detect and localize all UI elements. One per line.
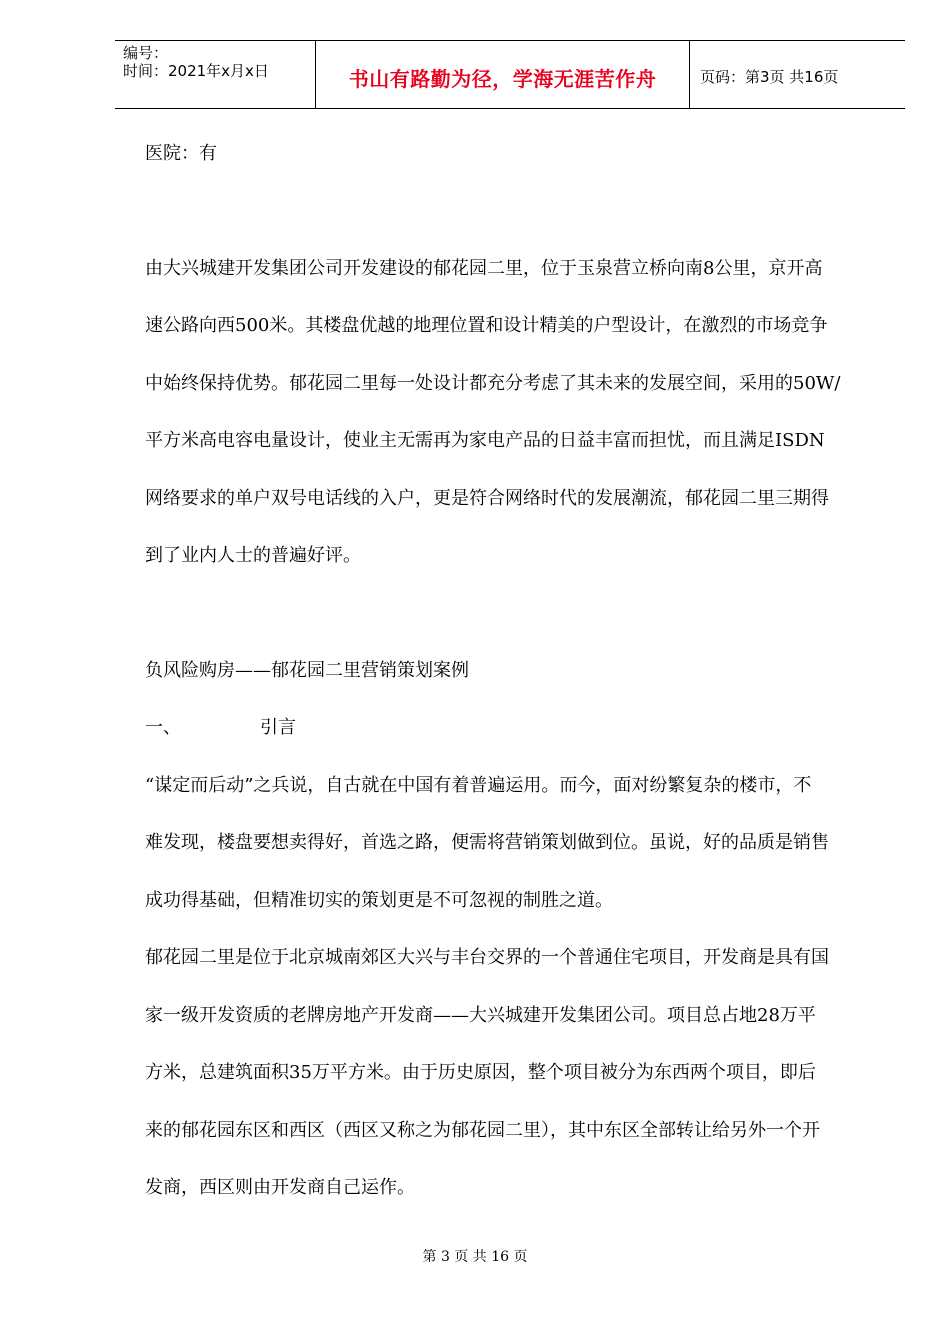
header-motto: 书山有路勤为径，学海无涯苦作舟 bbox=[348, 67, 657, 91]
page-header bbox=[115, 40, 905, 109]
para1-line-3: 中始终保持优势。郁花园二里每一处设计都充分考虑了其未来的发展空间，采用的50W/ bbox=[145, 373, 841, 394]
para1-line-4: 平方米高电容电量设计，使业主无需再为家电产品的日益丰富而担忧，而且满足ISDN bbox=[145, 430, 825, 451]
para2-line-1: “谋定而后动”之兵说，自古就在中国有着普遍运用。而今，面对纷繁复杂的楼市，不 bbox=[145, 775, 812, 796]
header-page-cell bbox=[690, 41, 905, 108]
date-label: 时间：2021年x月x日 bbox=[123, 62, 269, 80]
header-motto-cell bbox=[316, 41, 690, 108]
section-title: 引言 bbox=[260, 717, 296, 738]
para2-line-3: 成功得基础，但精准切实的策划更是不可忽视的制胜之道。 bbox=[145, 890, 613, 911]
para3-line-2: 家一级开发资质的老牌房地产开发商——大兴城建开发集团公司。项目总占地28万平 bbox=[145, 1005, 816, 1026]
section-number: 一、 bbox=[145, 717, 181, 738]
para3-line-5: 发商，西区则由开发商自己运作。 bbox=[145, 1177, 415, 1198]
para3-line-1: 郁花园二里是位于北京城南郊区大兴与丰台交界的一个普通住宅项目，开发商是具有国 bbox=[145, 947, 829, 968]
doc-number-label: 编号： bbox=[123, 44, 169, 62]
para1-line-5: 网络要求的单户双号电话线的入户，更是符合网络时代的发展潮流，郁花园二里三期得 bbox=[145, 488, 829, 509]
para1-line-1: 由大兴城建开发集团公司开发建设的郁花园二里，位于玉泉营立桥向南8公里，京开高 bbox=[145, 258, 823, 279]
para3-line-3: 方米，总建筑面积35万平方米。由于历史原因，整个项目被分为东西两个项目，即后 bbox=[145, 1062, 816, 1083]
para1-line-6: 到了业内人士的普遍好评。 bbox=[145, 545, 361, 566]
header-page-info: 页码：第3页 共16页 bbox=[700, 68, 839, 86]
para3-line-4: 来的郁花园东区和西区（西区又称之为郁花园二里），其中东区全部转让给另外一个开 bbox=[145, 1120, 820, 1141]
para1-line-2: 速公路向西500米。其楼盘优越的地理位置和设计精美的户型设计，在激烈的市场竞争 bbox=[145, 315, 828, 336]
para2-line-2: 难发现，楼盘要想卖得好，首选之路，便需将营销策划做到位。虽说，好的品质是销售 bbox=[145, 832, 829, 853]
page-footer: 第 3 页 共 16 页 bbox=[422, 1249, 528, 1265]
header-meta-cell bbox=[115, 41, 316, 108]
case-title: 负风险购房——郁花园二里营销策划案例 bbox=[145, 660, 469, 681]
hospital-line: 医院：有 bbox=[145, 143, 217, 164]
